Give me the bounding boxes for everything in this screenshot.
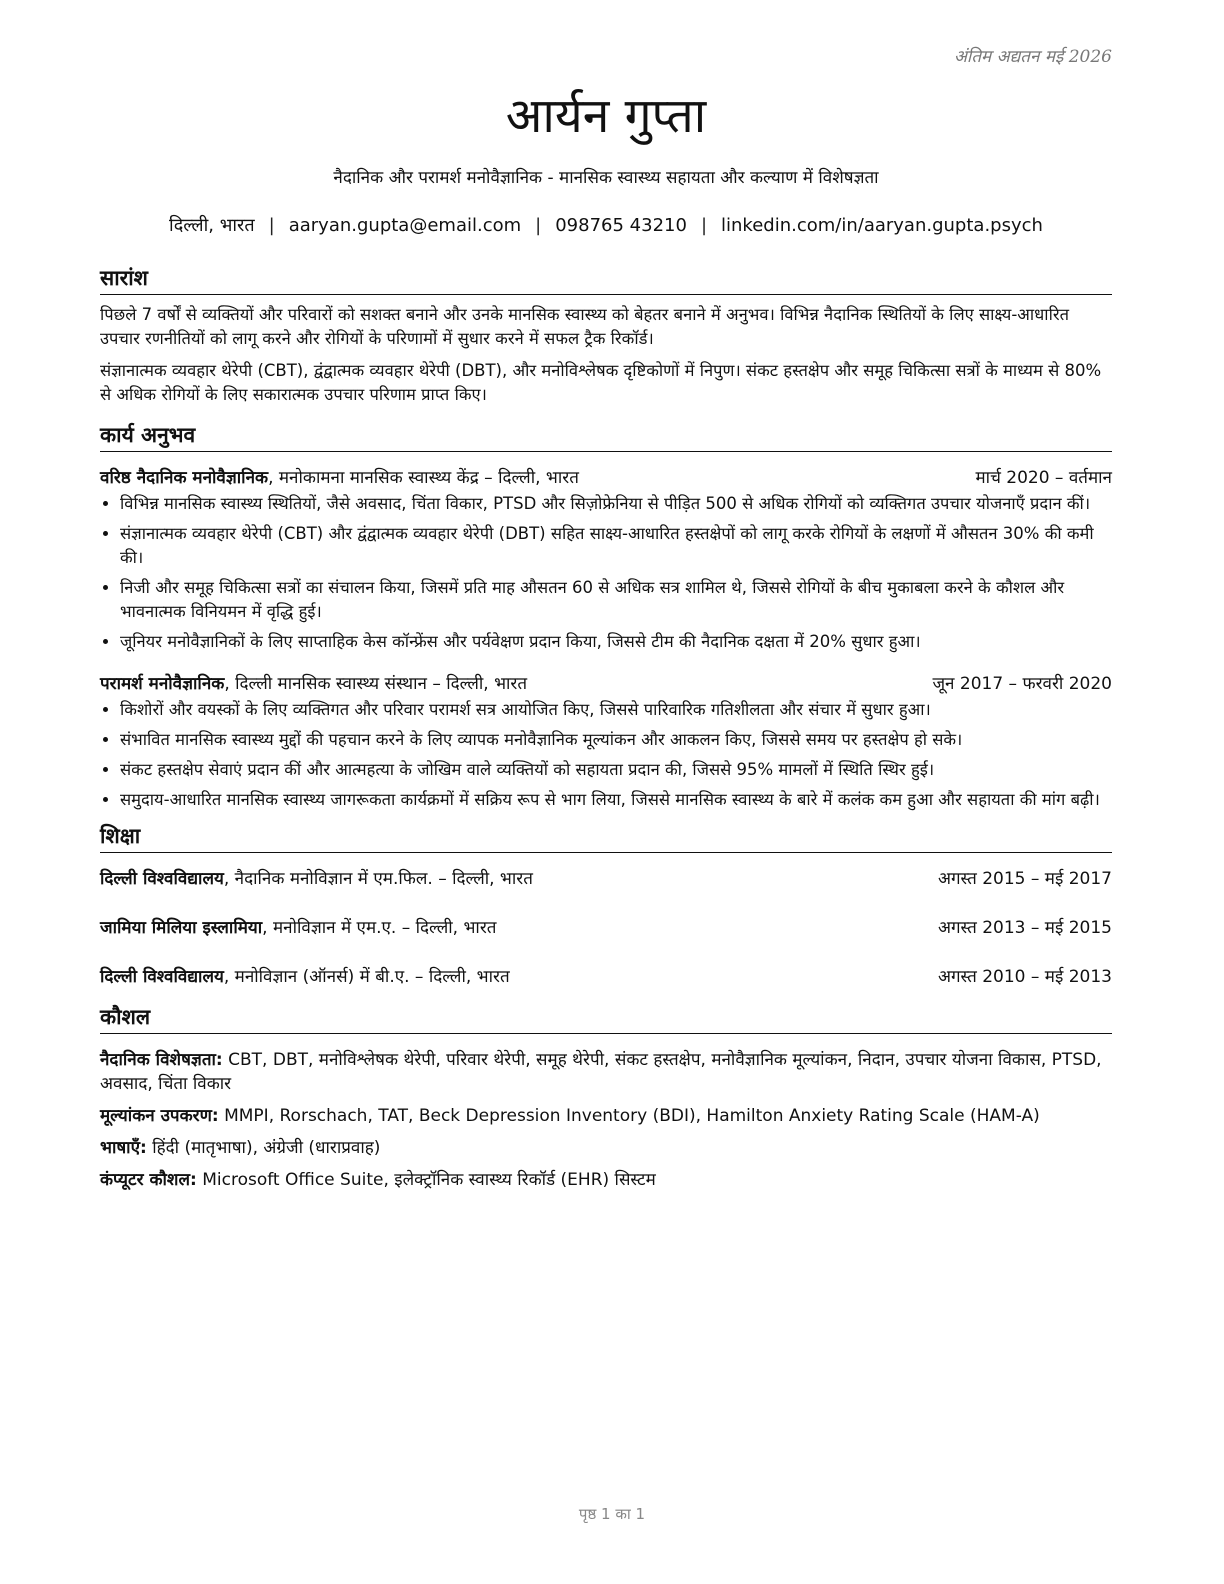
skill-text: Microsoft Office Suite, इलेक्ट्रॉनिक स्वास्थ्य रिकॉर्ड (EHR) सिस्टम [196,1170,656,1190]
bullet-item: • समुदाय-आधारित मानसिक स्वास्थ्य जागरूकता कार्यक्रमों में सक्रिय रूप से भाग लिया, जिससे मानसिक स्वास्थ्य के बारे में कलंक कम हुआ और सहायता की मांग बढ़ी। [120,788,1112,812]
skills-section [100,1003,1112,1192]
contact-linkedin[interactable]: linkedin.com/in/aaryan.gupta.psych [721,215,1043,236]
education-item [100,867,1112,891]
bullet-item: • संभावित मानसिक स्वास्थ्य मुद्दों की पहचान करने के लिए व्यापक मनोवैज्ञानिक मूल्यांकन और आकलन किए, जिससे समय पर हस्तक्षेप हो सके। [120,728,1112,752]
skill-line [100,1168,1112,1192]
separator: | [535,215,542,236]
job-org: , दिल्ली मानसिक स्वास्थ्य संस्थान – दिल्ली, भारत [224,674,528,694]
separator: | [700,215,708,236]
job-role: परामर्श मनोवैज्ञानिक [100,674,225,694]
separator: | [268,215,275,236]
contact-line [100,214,1112,238]
contact-phone[interactable]: 098765 43210 [555,215,687,236]
school-name: जामिया मिलिया इस्लामिया [100,918,263,938]
section-title-summary: सारांश [100,264,1112,295]
summary-paragraph: संज्ञानात्मक व्यवहार थेरेपी (CBT), द्वंद्वात्मक व्यवहार थेरेपी (DBT), और मनोविश्लेषक दृष्टिकोणों में निपुण। संकट हस्तक्षेप और समूह चिकित्सा सत्रों के माध्यम से 80% से अधिक रोगियों के लिए सकारात्मक उपचार परिणाम प्राप्त किए। [100,361,1102,404]
contact-email[interactable]: aaryan.gupta@email.com [288,215,522,236]
job-org: , मनोकामना मानसिक स्वास्थ्य केंद्र – दिल्ली, भारत [268,468,579,488]
education-dates: अगस्त 2013 – मई 2015 [937,918,1112,938]
contact-location: दिल्ली, भारत [169,215,255,236]
skill-text: CBT, DBT, मनोविश्लेषक थेरेपी, परिवार थेरेपी, समूह थेरेपी, संकट हस्तक्षेप, मनोवैज्ञानिक मूल्यांकन, निदान, उपचार योजना विकास, PTSD, अवसाद, चिंता विकार [100,1050,1102,1094]
education-dates: अगस्त 2015 – मई 2017 [937,869,1112,889]
section-title-skills: कौशल [100,1003,1112,1034]
experience-section [100,421,1112,812]
skill-line [100,1136,1112,1160]
job-dates: जून 2017 – फरवरी 2020 [932,674,1112,694]
school-name: दिल्ली विश्वविद्यालय [100,869,224,889]
summary-section [100,264,1112,407]
skill-line [100,1104,1112,1128]
skill-text: हिंदी (मातृभाषा), अंग्रेजी (धाराप्रवाह) [146,1138,381,1158]
job-bullets [100,698,1112,812]
bullet-item: • निजी और समूह चिकित्सा सत्रों का संचालन किया, जिसमें प्रति माह औसतन 60 से अधिक सत्र शामिल थे, जिससे रोगियों के बीच मुकाबला करने के कौशल और भावनात्मक विनियमन में वृद्धि हुई। [120,576,1112,624]
bullet-item: • विभिन्न मानसिक स्वास्थ्य स्थितियों, जैसे अवसाद, चिंता विकार, PTSD और सिज़ोफ्रेनिया से पीड़ित 500 से अधिक रोगियों को व्यक्तिगत उपचार योजनाएँ प्रदान कीं। [120,492,1112,516]
summary-paragraph: पिछले 7 वर्षों से व्यक्तियों और परिवारों को सशक्त बनाने और उनके मानसिक स्वास्थ्य को बेहतर बनाने में अनुभव। विभिन्न नैदानिक स्थितियों के लिए साक्ष्य-आधारित उपचार रणनीतियों को लागू करने और रोगियों के परिणामों में सुधार करने में सफल ट्रैक रिकॉर्ड। [100,305,1070,348]
candidate-name: आर्यन गुप्ता [505,88,707,144]
job-role: वरिष्ठ नैदानिक मनोवैज्ञानिक [100,468,269,488]
degree: , मनोविज्ञान में एम.ए. – दिल्ली, भारत [262,918,497,938]
page-number: पृष्ठ 1 का 1 [578,1505,646,1523]
job-header [100,672,1112,696]
job-header [100,466,1112,490]
education-item [100,916,1112,940]
skill-text: MMPI, Rorschach, TAT, Beck Depression Inventory (BDI), Hamilton Anxiety Rating Scale (HAM-A) [218,1106,1040,1126]
skill-label: भाषाएँ: [100,1138,147,1158]
job-dates: मार्च 2020 – वर्तमान [975,468,1112,488]
last-updated: अंतिम अद्यतन मई 2026 [953,47,1112,67]
bullet-item: • किशोरों और वयस्कों के लिए व्यक्तिगत और परिवार परामर्श सत्र आयोजित किए, जिससे पारिवारिक गतिशीलता और संचार में सुधार हुआ। [120,698,1112,722]
headline: नैदानिक और परामर्श मनोवैज्ञानिक - मानसिक स्वास्थ्य सहायता और कल्याण में विशेषज्ञता [333,168,879,188]
degree: , मनोविज्ञान (ऑनर्स) में बी.ए. – दिल्ली, भारत [223,967,510,987]
education-section [100,822,1112,989]
resume-page [100,40,1112,1192]
job-bullets [100,492,1112,654]
skill-label: कंप्यूटर कौशल: [100,1170,197,1190]
job-entry [100,672,1112,812]
bullet-item: • संकट हस्तक्षेप सेवाएं प्रदान कीं और आत्महत्या के जोखिम वाले व्यक्तियों को सहायता प्रदान की, जिससे 95% मामलों में स्थिति स्थिर हुई। [120,758,1112,782]
bullet-item: • संज्ञानात्मक व्यवहार थेरेपी (CBT) और द्वंद्वात्मक व्यवहार थेरेपी (DBT) सहित साक्ष्य-आधारित हस्तक्षेपों को लागू करके रोगियों के लक्षणों में औसतन 30% की कमी की। [120,522,1112,570]
section-title-experience: कार्य अनुभव [100,421,1112,452]
skill-label: मूल्यांकन उपकरण: [100,1106,219,1126]
job-entry [100,466,1112,654]
section-title-education: शिक्षा [100,822,1112,853]
bullet-item: • जूनियर मनोवैज्ञानिकों के लिए साप्ताहिक केस कॉन्फ्रेंस और पर्यवेक्षण प्रदान किया, जिससे टीम की नैदानिक दक्षता में 20% सुधार हुआ। [120,630,1112,654]
education-dates: अगस्त 2010 – मई 2013 [937,967,1112,987]
skill-label: नैदानिक विशेषज्ञता: [100,1050,223,1070]
degree: , नैदानिक मनोविज्ञान में एम.फिल. – दिल्ली, भारत [223,869,533,889]
education-item [100,965,1112,989]
skill-line [100,1048,1112,1096]
school-name: दिल्ली विश्वविद्यालय [100,967,224,987]
